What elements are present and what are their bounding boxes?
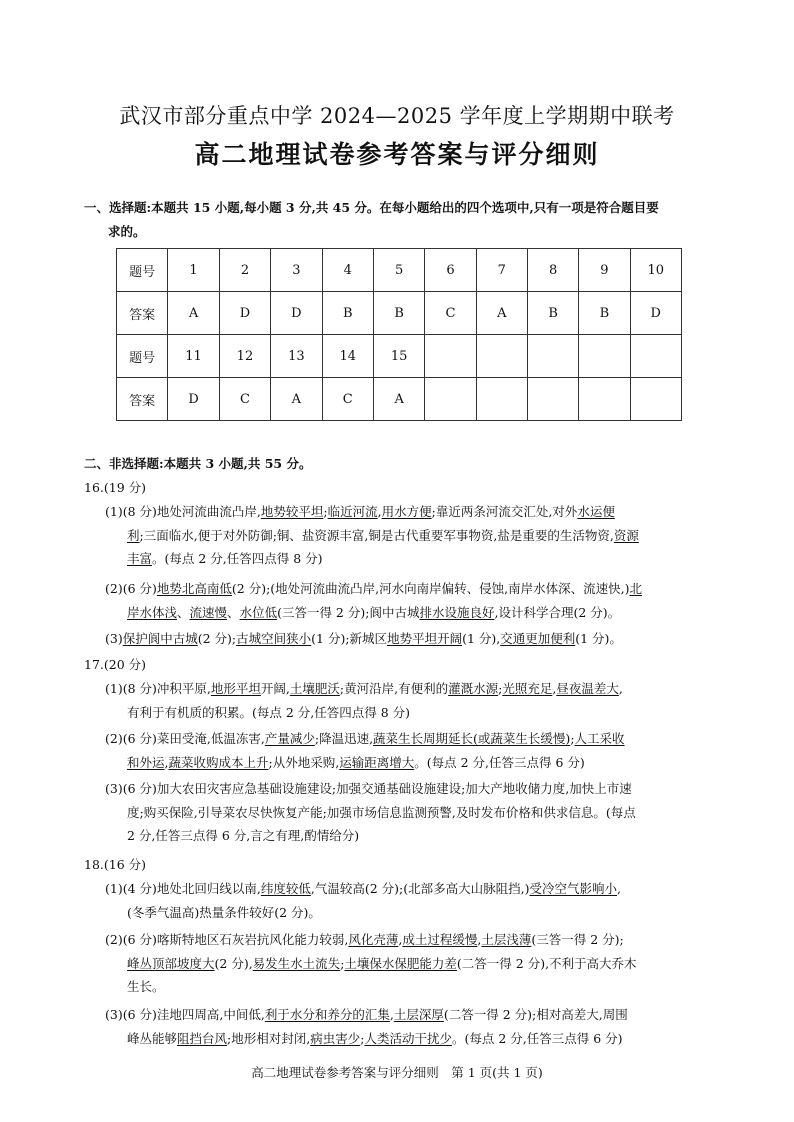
empty-cell [476,335,527,378]
answer-cell: B [579,292,630,335]
key-point: 利于水分和养分的汇集 [264,1007,390,1022]
text: 2 分,任答三点得 6 分,言之有理,酌情给分) [127,828,360,843]
text: (2 分); [197,631,237,646]
text: (1)(4 分)地处北回归线以南, [105,881,261,896]
question-number: 8 [527,249,578,292]
key-point: 临近河流 [327,504,378,519]
empty-cell [579,378,630,421]
text: (二答一得 2 分),不利于高大乔木 [456,955,637,971]
table-label-answer: 答案 [117,378,168,421]
text: , [617,881,621,896]
text: ;降温迅速, [314,731,374,746]
answer-cell: B [373,292,424,335]
q16-label: 16.(19 分) [84,480,147,495]
key-point: 岸水体浅 [127,604,178,620]
text: (冬季气温高)热量条件较好(2 分)。 [127,904,321,920]
text: 、 [227,604,240,620]
key-point: 易发生水土流失 [252,955,341,971]
question-number: 11 [168,335,219,378]
text: 。(每点 2 分,任答三点得 6 分) [451,1030,623,1046]
answer-cell: C [219,378,270,421]
answer-cell: C [425,292,476,335]
table-row-answers-2 [117,378,682,421]
empty-cell [630,335,681,378]
key-point: 水位低 [239,604,278,620]
key-point: 运输距离增大 [339,754,415,770]
key-point: 利 [127,527,140,543]
key-point: 纬度较低 [260,881,311,896]
question-number: 3 [271,249,322,292]
empty-cell [579,335,630,378]
text: 。(每点 2 分,任答三点得 6 分) [414,754,585,770]
text: (2 分), [214,955,253,971]
key-point: 资源 [613,527,639,543]
q17-part2 [105,727,710,774]
answer-cell: C [322,378,373,421]
answer-cell: B [527,292,578,335]
key-point: 风化壳薄 [348,932,399,947]
table-label-question: 题号 [117,249,168,292]
table-label-answer: 答案 [117,292,168,335]
key-point: 产量减少 [264,731,315,746]
section1-line1: 一、选择题:本题共 15 小题,每小题 3 分,共 45 分。在每小题给出的四个选项中,只有一项是符合题目要 [84,200,659,215]
page-footer: 高二地理试卷参考答案与评分细则 第 1 页(共 1 页) [251,1065,543,1080]
text: ,设计科学合理(2 分)。 [494,604,621,620]
key-point: 人类活动干扰少 [364,1030,452,1046]
q16-part1 [105,500,710,571]
key-point: 蔬菜生长周期延长(或蔬菜生长缓慢) [373,731,571,746]
table-row-answers-1 [117,292,682,335]
text: ;靠近两条河流交汇处,对外 [431,504,578,519]
question-number: 7 [476,249,527,292]
question-number: 14 [322,335,373,378]
text: ;黄河沿岸,有便利的 [339,681,449,696]
key-point: 光照充足 [502,681,553,696]
text: (3)(6 分)洼地四周高,中间低, [105,1007,265,1022]
key-point: 受冷空气影响小 [529,881,617,896]
text: , [377,504,382,519]
key-point: 地势北高南低 [156,581,232,596]
text: , [552,681,557,696]
text: ; [570,731,575,746]
text: (1)(8 分)地处河流曲流凸岸, [105,504,261,519]
key-point: 用水方便 [381,504,432,519]
answer-cell: A [271,378,322,421]
question-number: 6 [425,249,476,292]
question-number: 15 [373,335,424,378]
text: ;从外地采购, [268,754,340,770]
key-point: 病虫害少 [310,1030,361,1046]
answer-table [116,248,682,421]
key-point: 土层深厚 [393,1007,444,1022]
text: (1)(8 分)冲积平原, [105,681,211,696]
answer-cell: B [322,292,373,335]
text: (2)(6 分) [105,581,157,596]
section2-heading: 二、非选择题:本题共 3 小题,共 55 分。 [84,456,312,471]
q16-part3 [105,627,710,651]
question-number: 13 [271,335,322,378]
text: , [164,754,169,770]
key-point: 阻挡台风 [177,1030,228,1046]
text: ; [498,681,503,696]
question-number: 4 [322,249,373,292]
key-point: 地势平坦开阔 [387,631,463,646]
empty-cell [527,378,578,421]
text: , [477,932,482,947]
text: ; [360,1030,365,1046]
empty-cell [425,335,476,378]
text: ;地形相对封闭, [227,1030,311,1046]
question-number: 9 [579,249,630,292]
key-point: 土层浅薄 [481,932,532,947]
table-row-questions-1 [117,249,682,292]
answer-cell: D [271,292,322,335]
text: 、 [177,604,190,620]
key-point: 丰富 [127,551,153,566]
text: (3) [105,631,123,646]
key-point: 北 [629,581,642,596]
text: , [618,681,623,696]
answer-cell: A [373,378,424,421]
text: , [398,932,403,947]
key-point: 土壤肥沃 [289,681,340,696]
document-subtitle: 高二地理试卷参考答案与评分细则 [194,140,600,169]
q18-part1 [105,877,710,924]
q17-label: 17.(20 分) [84,657,147,672]
q16-part2 [105,577,710,624]
key-point: 土壤保水保肥能力差 [344,955,457,971]
text: (三答一得 2 分);阆中古城 [277,604,420,620]
q18-part2 [105,928,710,999]
question-number: 10 [630,249,681,292]
text: (3)(6 分)加大农田灾害应急基础设施建设;加强交通基础设施建设;加大产地收储力度,加快上市速 [105,781,632,796]
empty-cell [476,378,527,421]
question-number: 1 [168,249,219,292]
key-point: 保护阆中古城 [122,631,198,646]
question-number: 2 [219,249,270,292]
exam-title: 武汉市部分重点中学 2024—2025 学年度上学期期中联考 [119,104,675,128]
text: ; [340,955,345,971]
section1-line2: 求的。 [108,224,146,239]
text: ,气温较高(2 分);(北部多高大山脉阻挡,) [310,881,530,896]
text: (1 分)。 [575,631,622,646]
text: (1 分);新城区 [311,631,388,646]
answer-cell: D [219,292,270,335]
key-point: 古城空间狭小 [236,631,312,646]
answer-cell: A [476,292,527,335]
text: 度;购买保险,引导菜农尽快恢复产能;加强市场信息监测预警,及时发布价格和供求信息。(每点 [127,804,636,820]
table-label-question: 题号 [117,335,168,378]
key-point: 灌溉水源 [448,681,499,696]
empty-cell [630,378,681,421]
text: ;三面临水,便于对外防御;铜、盐资源丰富,铜是古代重要军事物资,盐是重要的生活物资, [139,527,614,543]
empty-cell [527,335,578,378]
key-point: 地势较平坦 [260,504,324,519]
section1-heading [84,196,704,244]
key-point: 蔬菜收购成本上升 [168,754,269,770]
key-point: 人工采收 [574,731,625,746]
answer-cell: A [168,292,219,335]
q17-part3 [105,777,710,848]
key-point: 昼夜温差大 [556,681,619,696]
text: (1 分), [462,631,501,646]
key-point: 排水设施良好 [419,604,495,620]
q18-part3 [105,1003,710,1050]
key-point: 水运便 [577,504,615,519]
text: , [389,1007,394,1022]
q18-label: 18.(16 分) [84,857,147,872]
text: ; [323,504,328,519]
text: 生长。 [127,979,165,994]
text: (三答一得 2 分); [531,932,624,947]
question-number: 5 [373,249,424,292]
question-number: 12 [219,335,270,378]
text: 。(每点 2 分,任答四点得 8 分) [152,551,323,566]
text: (2)(6 分)喀斯特地区石灰岩抗风化能力较弱, [105,932,349,947]
q17-part1 [105,677,710,724]
key-point: 和外运 [127,754,165,770]
text: 有利于有机质的积累。(每点 2 分,任答四点得 8 分) [127,704,411,720]
key-point: 交通更加便利 [500,631,576,646]
empty-cell [425,378,476,421]
key-point: 成土过程缓慢 [402,932,478,947]
text: (二答一得 2 分);相对高差大,周围 [443,1007,628,1022]
text: 峰丛能够 [127,1030,178,1046]
key-point: 地形平坦 [210,681,261,696]
text: (2 分);(地处河流曲流凸岸,河水向南岸偏转、侵蚀,南岸水体深、流速快,) [231,581,630,596]
key-point: 流速慢 [189,604,228,620]
text: (2)(6 分)菜田受淹,低温冻害, [105,731,265,746]
text: 开阔, [260,681,290,696]
key-point: 峰丛顶部坡度大 [127,955,215,971]
table-row-questions-2 [117,335,682,378]
answer-cell: D [630,292,681,335]
answer-cell: D [168,378,219,421]
